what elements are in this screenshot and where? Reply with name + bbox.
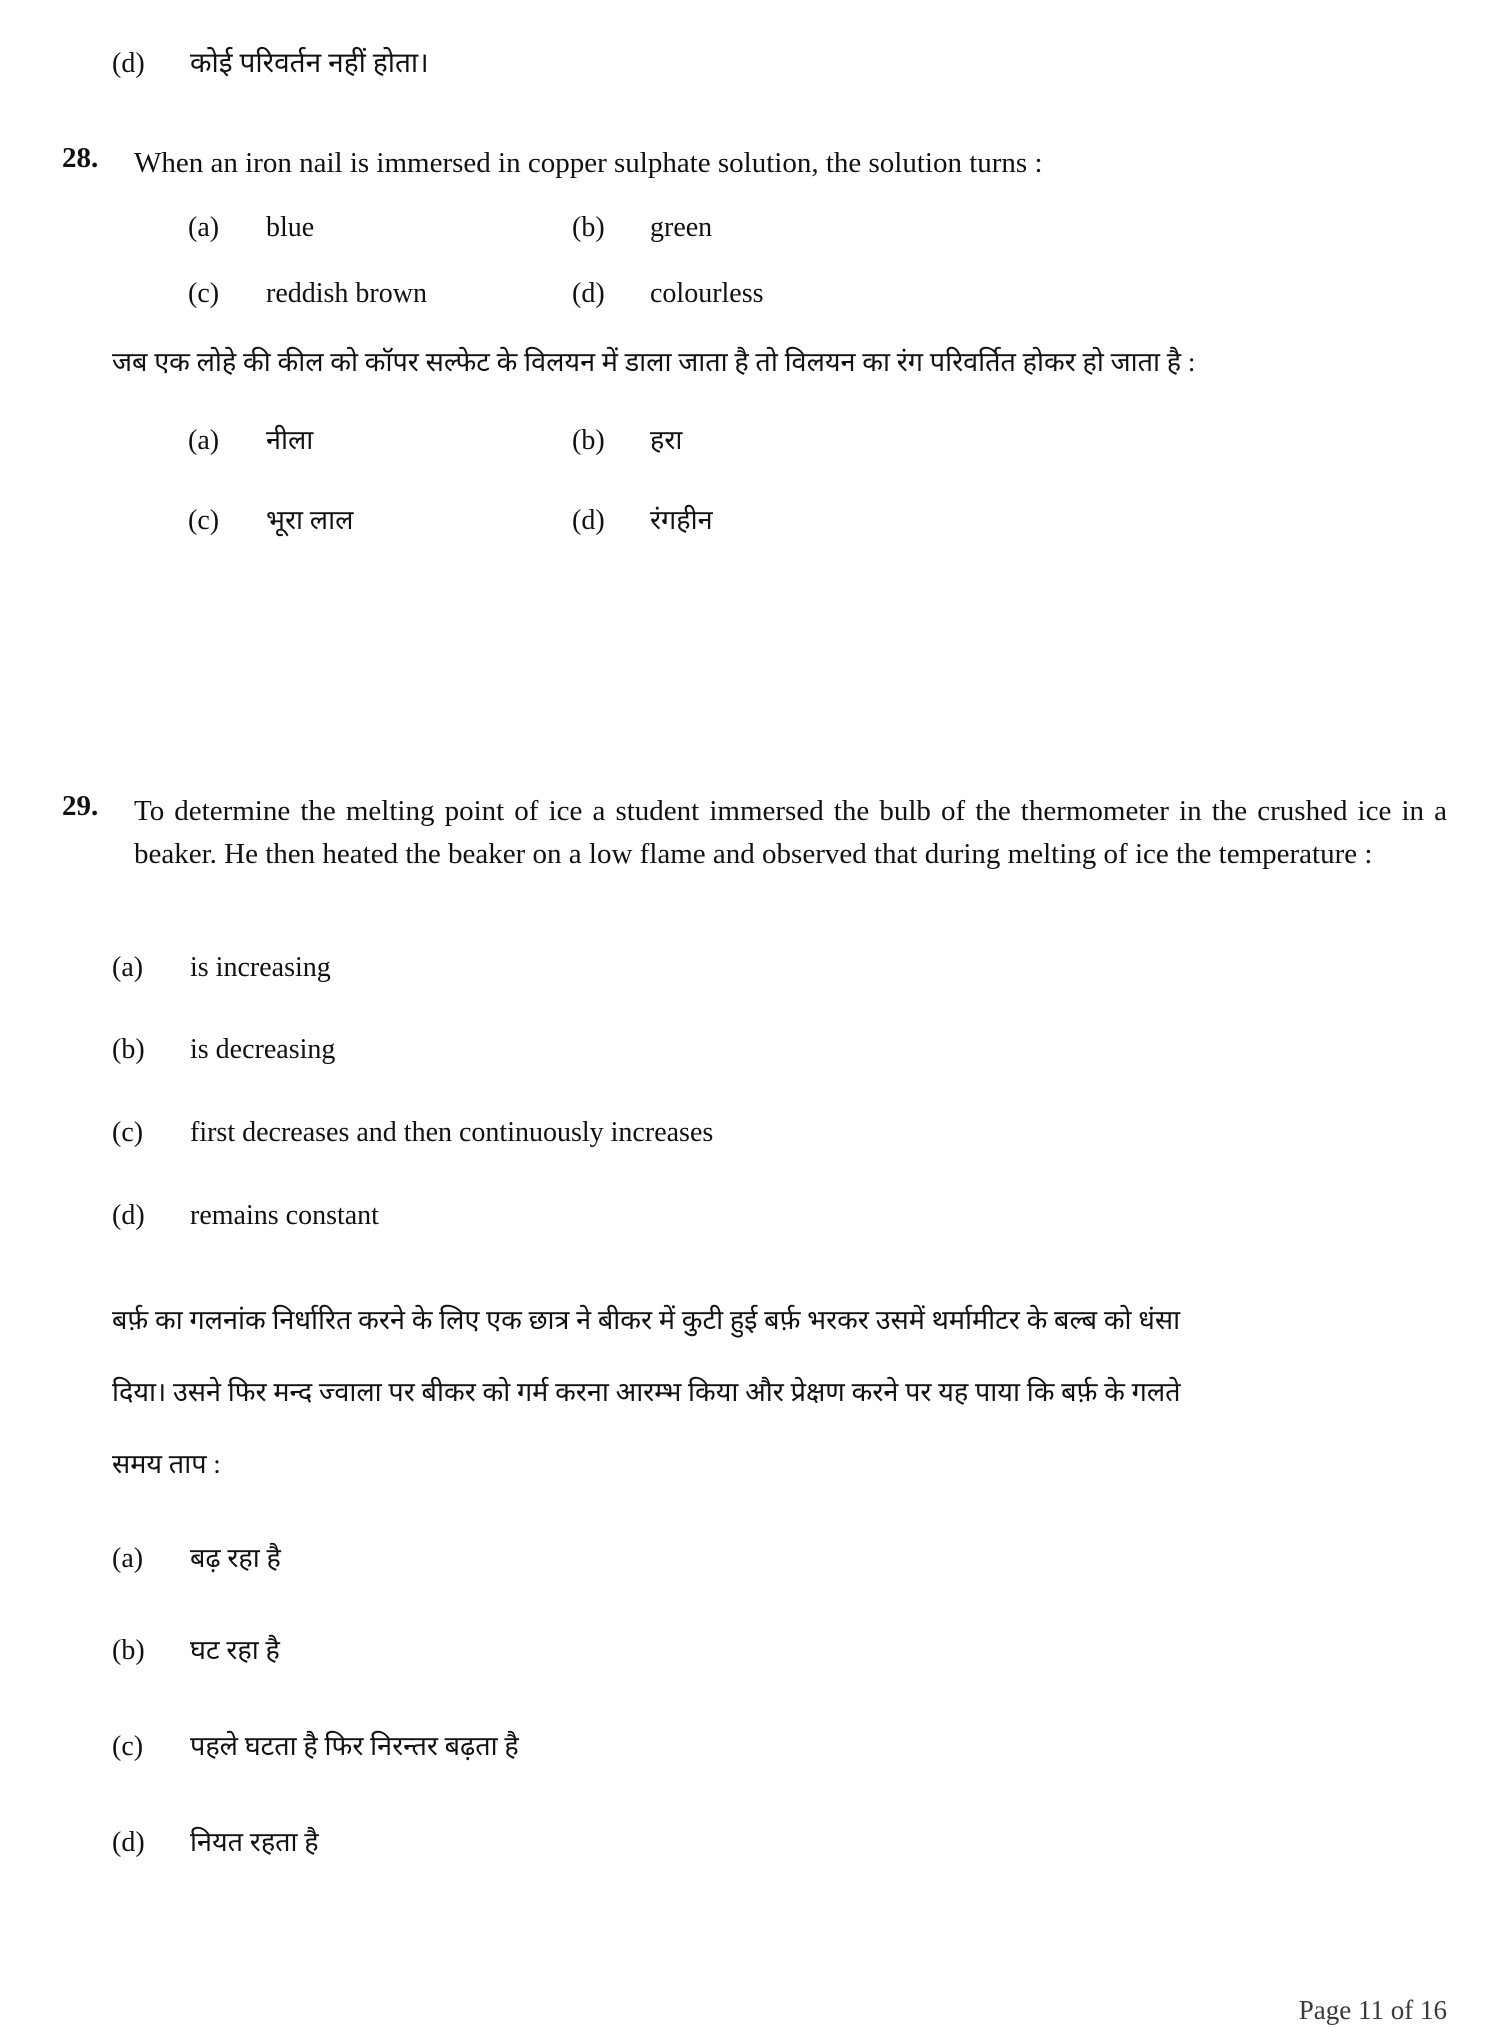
option-label: (d) [112, 48, 145, 79]
option-label: (d) [112, 1200, 145, 1231]
option-text: कोई परिवर्तन नहीं होता। [190, 48, 429, 79]
q28-hi-option-b [572, 420, 682, 457]
question-text: To determine the melting point of ice a student immersed the bulb of the thermometer in the crushed ice in a beaker. He then heated the beaker on a low flame and observed that during melting of ice the temperature : [134, 795, 1447, 870]
option-text: नीला [266, 425, 314, 455]
option-label: (d) [572, 505, 605, 536]
question-29-stem-hindi-line-1: बर्फ़ का गलनांक निर्धारित करने के लिए एक छात्र ने बीकर में कुटी हुई बर्फ़ भरकर उसमें थर्मामीटर के बल्ब को धंसा [112, 1305, 1181, 1335]
option-text: भूरा लाल [266, 505, 354, 535]
question-28-stem-hindi: जब एक लोहे की कील को कॉपर सल्फेट के विलयन में डाला जाता है तो विलयन का रंग परिवर्तित होकर हो जाता है : [112, 347, 1196, 377]
q29-en-option-a [112, 952, 331, 984]
option-label: (a) [112, 1543, 144, 1574]
q29-en-option-d [112, 1200, 379, 1232]
q29-hi-option-d [112, 1822, 319, 1859]
q28-hi-option-a [188, 420, 313, 457]
option-label: (b) [112, 1635, 145, 1666]
option-text: बढ़ रहा है [190, 1543, 281, 1573]
option-label: (b) [572, 425, 605, 456]
option-text: blue [266, 212, 315, 243]
question-29-stem-hindi-line-3: समय ताप : [112, 1449, 221, 1479]
option-text: green [650, 212, 713, 243]
option-label: (a) [112, 952, 144, 983]
option-label: (c) [188, 505, 220, 536]
option-text: is decreasing [190, 1034, 336, 1065]
option-text: रंगहीन [650, 505, 713, 535]
option-text: remains constant [190, 1200, 379, 1231]
q28-hi-option-d [572, 500, 713, 537]
orphan-option-d [112, 38, 429, 90]
option-text: is increasing [190, 952, 331, 983]
option-text: colourless [650, 278, 764, 309]
q29-en-option-c [112, 1117, 713, 1149]
q29-hi-option-a [112, 1538, 281, 1575]
option-label: (d) [112, 1827, 145, 1858]
option-text: reddish brown [266, 278, 427, 309]
question-text: When an iron nail is immersed in copper sulphate solution, the solution turns : [134, 147, 1043, 179]
option-label: (b) [112, 1034, 145, 1065]
option-label: (c) [112, 1117, 144, 1148]
option-label: (b) [572, 212, 605, 243]
page-footer: Page 11 of 16 [1298, 1995, 1447, 2025]
q29-en-option-b [112, 1034, 335, 1066]
question-29-stem-english [62, 790, 1447, 876]
option-label: (d) [572, 278, 605, 309]
option-text: नियत रहता है [190, 1827, 319, 1857]
option-label: (a) [188, 212, 220, 243]
option-label: (a) [188, 425, 220, 456]
option-text: घट रहा है [190, 1635, 280, 1665]
q28-en-option-a [188, 212, 314, 244]
question-number: 28. [62, 142, 99, 174]
option-text: first decreases and then continuously increases [190, 1117, 714, 1148]
option-text: हरा [650, 425, 683, 455]
question-29-stem-hindi-line-2: दिया। उसने फिर मन्द ज्वाला पर बीकर को गर्म करना आरम्भ किया और प्रेक्षण करने पर यह पाया कि बर्फ़ के गलते [112, 1377, 1181, 1407]
q29-hi-option-b [112, 1630, 280, 1667]
option-label: (c) [188, 278, 220, 309]
q28-en-option-d [572, 278, 764, 310]
q29-hi-option-c [112, 1726, 519, 1763]
option-label: (c) [112, 1731, 144, 1762]
option-text: पहले घटता है फिर निरन्तर बढ़ता है [190, 1731, 519, 1761]
question-number: 29. [62, 790, 99, 822]
q28-en-option-c [188, 278, 427, 310]
question-28-stem-english [62, 142, 1447, 185]
q28-en-option-b [572, 212, 712, 244]
q28-hi-option-c [188, 500, 353, 537]
